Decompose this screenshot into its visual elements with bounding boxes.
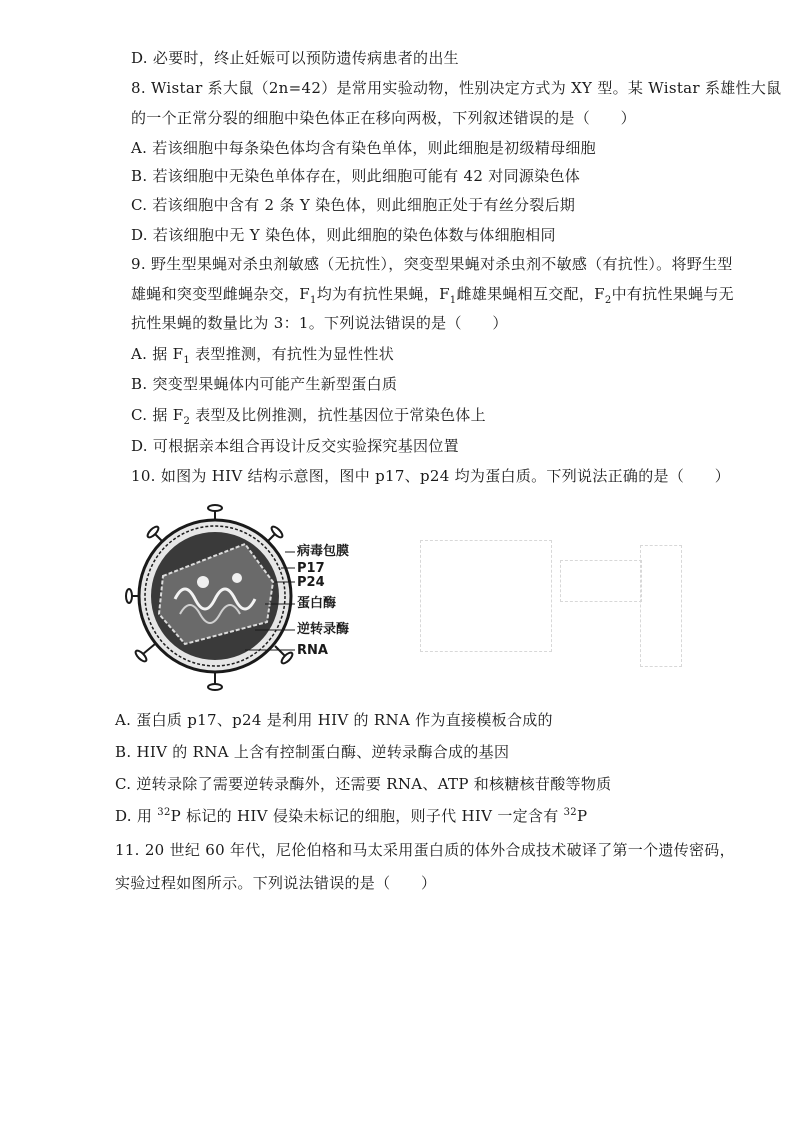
q11-stem-line1: 11. 20 世纪 60 年代，尼伦伯格和马太采用蛋白质的体外合成技术破译了第一个遗传密码， (115, 841, 735, 859)
q9-stem-line2: 雄蝇和突变型雌蝇杂交，$F_1$均为有抗性果蝇，$F_1$雌雄果蝇相互交配，$F_2$中有抗性果蝇与无 (131, 285, 734, 306)
label-p17: P17 (297, 561, 325, 576)
q8-option-b: B. 若该细胞中无染色单体存在，则此细胞可能有 42 对同源染色体 (131, 167, 581, 185)
q9-option-a: A. 据 $F_1$ 表型推测，有抗性为显性性状 (131, 345, 395, 366)
q8-stem-line2: 的一个正常分裂的细胞中染色体正在移向两极，下列叙述错误的是（ ） (131, 109, 636, 127)
label-protease: 蛋白酶 (297, 596, 337, 611)
bleed-through-box (560, 560, 642, 602)
q7-option-d: D. 必要时，终止妊娠可以预防遗传病患者的出生 (131, 49, 459, 67)
q11-stem-line2: 实验过程如图所示。下列说法错误的是（ ） (115, 874, 437, 892)
label-viral-envelope: 病毒包膜 (297, 544, 350, 559)
bleed-through-column (640, 545, 682, 667)
label-reverse-transcriptase: 逆转录酶 (297, 622, 350, 637)
q9-stem-line1: 9. 野生型果蝇对杀虫剂敏感（无抗性），突变型果蝇对杀虫剂不敏感（有抗性）。将野生型 (131, 255, 733, 273)
q8-stem-line1: 8. Wistar 系大鼠（2n=42）是常用实验动物，性别决定方式为 XY 型。某 Wistar 系雄性大鼠 (131, 79, 782, 97)
q8-option-c: C. 若该细胞中含有 2 条 Y 染色体，则此细胞正处于有丝分裂后期 (131, 196, 576, 214)
label-p24: P24 (297, 575, 325, 590)
bleed-through-table (420, 540, 552, 652)
q10-option-c: C. 逆转录除了需要逆转录酶外，还需要 RNA、ATP 和核糖核苷酸等物质 (115, 775, 612, 793)
q10-option-d: D. 用 $^{32}$P 标记的 HIV 侵染未标记的细胞，则子代 HIV 一定含有 $^{32}$P (115, 807, 588, 825)
q8-option-d: D. 若该细胞中无 Y 染色体，则此细胞的染色体数与体细胞相同 (131, 226, 556, 244)
protease-dot (197, 576, 209, 588)
q9-option-b: B. 突变型果蝇体内可能产生新型蛋白质 (131, 375, 398, 393)
label-rna: RNA (297, 643, 328, 658)
reverse-transcriptase-dot (232, 573, 242, 583)
q9-option-c: C. 据 $F_2$ 表型及比例推测，抗性基因位于常染色体上 (131, 406, 486, 427)
q10-option-b: B. HIV 的 RNA 上含有控制蛋白酶、逆转录酶合成的基因 (115, 743, 510, 761)
hiv-structure-diagram (125, 504, 375, 694)
q10-option-a: A. 蛋白质 p17、p24 是利用 HIV 的 RNA 作为直接模板合成的 (115, 711, 553, 729)
q8-option-a: A. 若该细胞中每条染色体均含有染色单体，则此细胞是初级精母细胞 (131, 139, 596, 157)
q10-stem: 10. 如图为 HIV 结构示意图，图中 p17、p24 均为蛋白质。下列说法正确的是（ ） (131, 467, 731, 485)
q9-option-d: D. 可根据亲本组合再设计反交实验探究基因位置 (131, 437, 459, 455)
hiv-virus-illustration (125, 504, 375, 694)
q9-stem-line3: 抗性果蝇的数量比为 3：1。下列说法错误的是（ ） (131, 314, 508, 332)
